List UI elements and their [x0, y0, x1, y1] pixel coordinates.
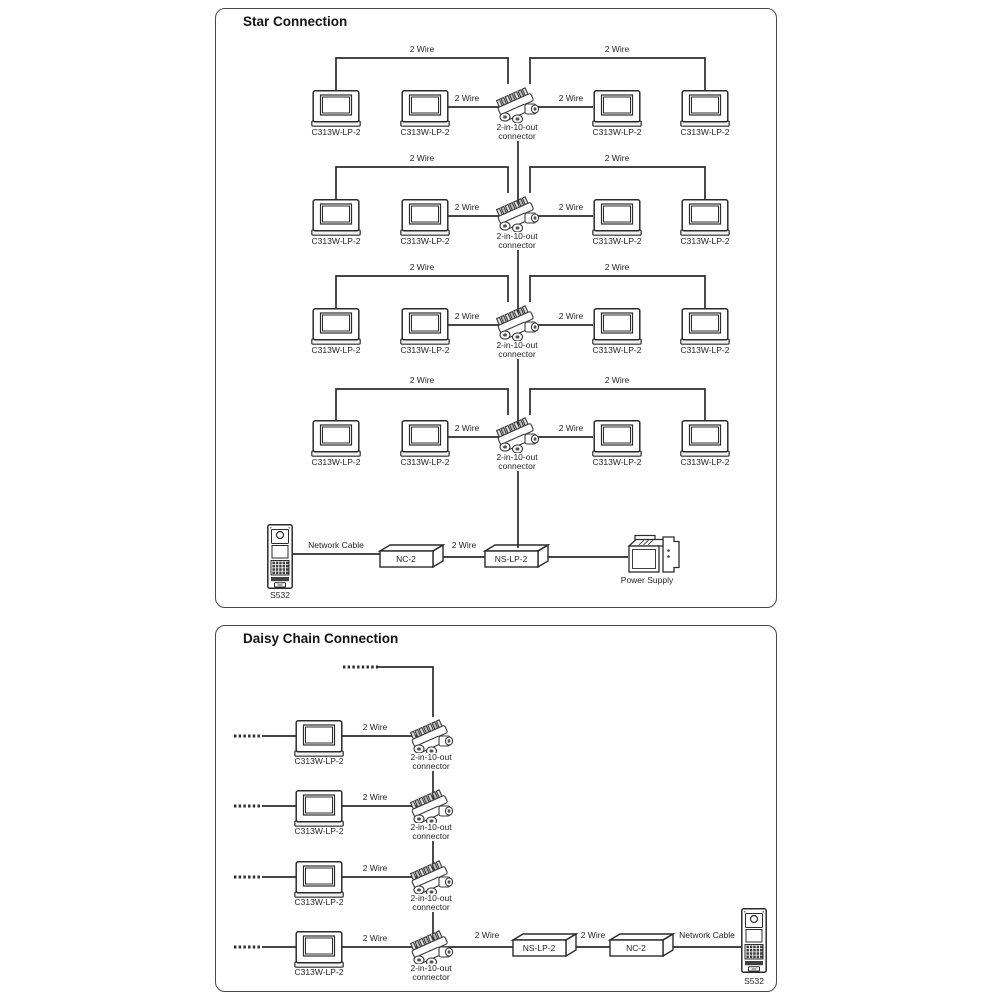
wire-label: 2 Wire	[362, 722, 388, 732]
nc2-label: NC-2	[626, 943, 646, 953]
monitor-label: C313W-LP-2	[294, 826, 344, 836]
connector-label-line2: connector	[498, 349, 536, 359]
wire-label: 2 Wire	[558, 202, 584, 212]
monitor-icon	[400, 90, 450, 128]
connector-icon	[494, 302, 542, 342]
wire-label: 2 Wire	[409, 262, 435, 272]
connector-icon	[494, 193, 542, 233]
connector-label-line2: connector	[498, 461, 536, 471]
monitor-icon	[680, 420, 730, 458]
monitor-icon	[680, 199, 730, 237]
connector-label	[409, 964, 452, 982]
connector-icon	[408, 716, 456, 756]
connector-icon	[408, 786, 456, 826]
connector-label-line2: connector	[498, 240, 536, 250]
connector-label-line2: connector	[412, 972, 450, 982]
monitor-label: C313W-LP-2	[680, 345, 730, 355]
wire-label: 2 Wire	[604, 262, 630, 272]
star-panel-title: Star Connection	[243, 14, 348, 29]
monitor-label: C313W-LP-2	[311, 127, 361, 137]
connector-label	[409, 894, 452, 912]
wire-label: 2 Wire	[558, 423, 584, 433]
connector-icon	[408, 927, 456, 967]
monitor-icon	[592, 420, 642, 458]
connector-label	[495, 123, 538, 141]
door-station-label: S532	[270, 590, 290, 600]
monitor-label: C313W-LP-2	[592, 345, 642, 355]
monitor-icon	[592, 90, 642, 128]
wire-label: 2 Wire	[409, 44, 435, 54]
connector-icon	[494, 414, 542, 454]
monitor-icon	[680, 90, 730, 128]
monitor-label: C313W-LP-2	[311, 345, 361, 355]
connector-label-line2: connector	[412, 761, 450, 771]
daisy-panel-title: Daisy Chain Connection	[243, 631, 399, 646]
connector-label-line1: 2-in-10-out	[410, 963, 452, 973]
connector-label-line1: 2-in-10-out	[496, 122, 538, 132]
connector-label-line2: connector	[498, 131, 536, 141]
monitor-label: C313W-LP-2	[294, 756, 344, 766]
connector-icon	[494, 84, 542, 124]
monitor-label: C313W-LP-2	[680, 236, 730, 246]
wire-label: 2 Wire	[409, 375, 435, 385]
monitor-label: C313W-LP-2	[400, 236, 450, 246]
wire-label: 2 Wire	[362, 792, 388, 802]
nslp2-label: NS-LP-2	[522, 943, 556, 953]
connector-label-line1: 2-in-10-out	[410, 752, 452, 762]
wire-label: 2 Wire	[558, 311, 584, 321]
monitor-icon	[311, 308, 361, 346]
power-supply-label: Power Supply	[620, 575, 674, 585]
connector-label	[495, 232, 538, 250]
monitor-label: C313W-LP-2	[680, 127, 730, 137]
monitor-icon	[680, 308, 730, 346]
monitor-label: C313W-LP-2	[294, 897, 344, 907]
nc2-label: NC-2	[396, 554, 416, 564]
monitor-icon	[294, 720, 344, 758]
power-supply-icon	[626, 530, 682, 578]
star-bottom-wires	[293, 554, 628, 557]
nslp2-label: NS-LP-2	[494, 554, 528, 564]
monitor-label: C313W-LP-2	[592, 127, 642, 137]
monitor-label: C313W-LP-2	[592, 457, 642, 467]
monitor-icon	[400, 308, 450, 346]
wire-label: 2 Wire	[454, 311, 480, 321]
daisy-top-elbow-wire	[378, 667, 433, 717]
network-cable-label: Network Cable	[308, 540, 364, 550]
connector-icon	[408, 857, 456, 897]
monitor-icon	[294, 861, 344, 899]
monitor-label: C313W-LP-2	[311, 236, 361, 246]
connector-label-line1: 2-in-10-out	[496, 340, 538, 350]
wire-label: 2 Wire	[604, 375, 630, 385]
wire-label: 2 Wire	[362, 863, 388, 873]
wire-label: 2 Wire	[409, 153, 435, 163]
door-station-icon	[741, 908, 767, 973]
connector-label-line1: 2-in-10-out	[410, 893, 452, 903]
connector-label-line1: 2-in-10-out	[496, 452, 538, 462]
door-station-icon	[267, 524, 293, 589]
connector-label	[495, 453, 538, 471]
wire-label: 2 Wire	[580, 930, 606, 940]
monitor-icon	[294, 931, 344, 969]
wire-label: 2 Wire	[362, 933, 388, 943]
wire-label: 2 Wire	[454, 202, 480, 212]
connector-label	[409, 823, 452, 841]
connector-label-line1: 2-in-10-out	[496, 231, 538, 241]
connector-label-line2: connector	[412, 902, 450, 912]
door-station-label: S532	[744, 976, 764, 986]
wire-label: 2 Wire	[474, 930, 500, 940]
monitor-icon	[592, 308, 642, 346]
daisy-row-stub-wires	[262, 736, 296, 947]
network-cable-label: Network Cable	[679, 930, 735, 940]
monitor-icon	[400, 199, 450, 237]
connector-label-line1: 2-in-10-out	[410, 822, 452, 832]
wire-label: 2 Wire	[604, 44, 630, 54]
monitor-label: C313W-LP-2	[680, 457, 730, 467]
wire-label: 2 Wire	[604, 153, 630, 163]
monitor-label: C313W-LP-2	[311, 457, 361, 467]
wire-label: 2 Wire	[558, 93, 584, 103]
connector-label-line2: connector	[412, 831, 450, 841]
monitor-label: C313W-LP-2	[400, 457, 450, 467]
monitor-label: C313W-LP-2	[400, 345, 450, 355]
monitor-icon	[592, 199, 642, 237]
monitor-icon	[311, 90, 361, 128]
wire-label: 2 Wire	[454, 93, 480, 103]
monitor-icon	[311, 420, 361, 458]
monitor-label: C313W-LP-2	[400, 127, 450, 137]
monitor-label: C313W-LP-2	[294, 967, 344, 977]
wire-label: 2 Wire	[454, 423, 480, 433]
monitor-icon	[311, 199, 361, 237]
connector-label	[495, 341, 538, 359]
daisy-row-stubs-dashed	[234, 736, 262, 947]
monitor-icon	[400, 420, 450, 458]
wire-label: 2 Wire	[451, 540, 477, 550]
monitor-label: C313W-LP-2	[592, 236, 642, 246]
monitor-icon	[294, 790, 344, 828]
connector-label	[409, 753, 452, 771]
